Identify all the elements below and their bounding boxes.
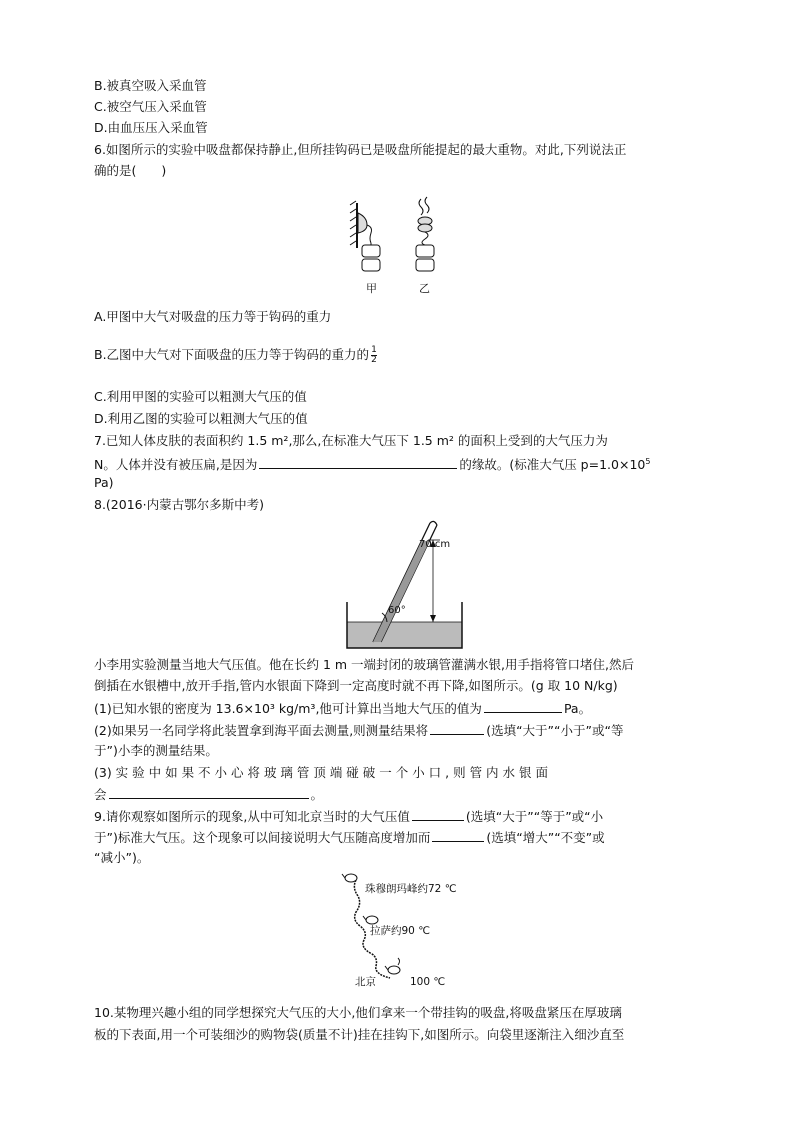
q6-stem-line1: 6.如图所示的实验中吸盘都保持静止,但所挂钩码已是吸盘所能提起的最大重物。对此,下列说法正 (94, 142, 627, 157)
q7-exponent: 5 (645, 457, 651, 466)
q8-sub1-answer-blank[interactable] (484, 699, 562, 713)
q8-sub3-line2 (94, 785, 323, 804)
q7-line2-text-a: N。人体并没有被压扁,是因为 (94, 457, 258, 473)
q8-stem-line1: 小李用实验测量当地大气压值。他在长约 1 m 一端封闭的玻璃管灌满水银,用手指将管口堵住,然后 (94, 657, 634, 672)
q8-sub1-text-b: Pa。 (563, 701, 592, 716)
q8-stem-line2: 倒插在水银槽中,放开手指,管内水银面下降到一定高度时就不再下降,如图所示。(g 取 10 N/kg) (94, 678, 618, 693)
q9-figure-label-lhasa: 拉萨约90 ℃ (370, 925, 430, 937)
q9-line1 (94, 807, 603, 826)
q6-option-b-text: B.乙图中大气对下面吸盘的压力等于钩码的重力的 (94, 347, 370, 362)
q8-sub2 (94, 721, 623, 740)
q9-line1-text-b: (选填“大于”“等于”或“小 (465, 809, 604, 824)
q9-answer-blank-1[interactable] (412, 807, 464, 821)
q8-sub2-text-a: (2)如果另一名同学将此装置拿到海平面去测量,则测量结果将 (94, 723, 429, 738)
kettle-icon (342, 874, 357, 882)
q8-sub3-text-a: 会 (94, 787, 107, 802)
q8-sub1-text-a: (1)已知水银的密度为 13.6×10³ kg/m³,他可计算出当地大气压的值为 (94, 701, 482, 716)
q8-sub1 (94, 699, 591, 718)
q7-line2-text-b: 的缘故。(标准大气压 p=1.0×10 (459, 457, 646, 473)
q6-option-d: D.利用乙图的实验可以粗测大气压的值 (94, 411, 308, 426)
q6-figure-label-yi: 乙 (419, 282, 430, 295)
q6-stem-line2: 确的是( ) (94, 163, 167, 178)
q6-option-c: C.利用甲图的实验可以粗测大气压的值 (94, 389, 307, 404)
q9-line1-text-a: 9.请你观察如图所示的现象,从中可知北京当时的大气压值 (94, 809, 410, 824)
q8-sub2-answer-blank[interactable] (430, 721, 484, 735)
q6-option-b (94, 346, 377, 365)
q7-line2 (94, 453, 650, 474)
q9-answer-blank-2[interactable] (432, 828, 484, 842)
q8-sub3-line1: (3) 实 验 中 如 果 不 小 心 将 玻 璃 管 顶 端 碰 破 一 个 小 口 , 则 管 内 水 银 面 (94, 765, 548, 780)
q10-line2: 板的下表面,用一个可装细沙的购物袋(质量不计)挂在挂钩下,如图所示。向袋里逐渐注入细沙直至 (94, 1027, 625, 1042)
q8-sub2-text-b: (选填“大于”“小于”或“等 (486, 723, 624, 738)
q9-line2-text-a: 于”)标准大气压。这个现象可以间接说明大气压随高度增加而 (94, 830, 431, 845)
q6-figure-suction-cups (345, 193, 455, 298)
q7-line1: 7.已知人体皮肤的表面积约 1.5 m²,那么,在标准大气压下 1.5 m² 的面积上受到的大气压力为 (94, 433, 608, 448)
q8-figure-angle-label: 60° (388, 605, 406, 616)
q8-source: 8.(2016·内蒙古鄂尔多斯中考) (94, 497, 264, 512)
q5-option-d: D.由血压压入采血管 (94, 120, 208, 135)
q6-figure-label-jia: 甲 (366, 282, 377, 295)
q5-option-b: B.被真空吸入采血管 (94, 78, 207, 93)
fraction-numerator: 1 (371, 345, 377, 355)
q9-figure-label-everest: 珠穆朗玛峰约72 ℃ (365, 883, 457, 895)
q8-figure-height-label: 70 cm (419, 539, 451, 550)
q8-sub2-line2: 于”)小李的测量结果。 (94, 743, 218, 758)
q7-line3: Pa) (94, 475, 114, 490)
q9-figure-label-beijing: 北京 (355, 976, 376, 988)
q9-line2 (94, 828, 605, 847)
q9-line2-text-b: (选填“增大”“不变”或 (486, 830, 605, 845)
q8-sub3-answer-blank[interactable] (109, 785, 309, 799)
one-half-fraction (371, 346, 377, 365)
fraction-denominator: 2 (371, 355, 377, 365)
q10-line1: 10.某物理兴趣小组的同学想探究大气压的大小,他们拿来一个带挂钩的吸盘,将吸盘紧压在厚玻璃 (94, 1005, 622, 1020)
q8-sub3-text-b: 。 (310, 787, 324, 802)
q7-answer-blank[interactable] (259, 455, 457, 469)
q8-figure-mercury-tube (340, 516, 490, 651)
q9-figure-label-100: 100 ℃ (410, 976, 446, 988)
q9-line3: “减小”)。 (94, 850, 150, 865)
q5-option-c: C.被空气压入采血管 (94, 99, 207, 114)
q6-option-a: A.甲图中大气对吸盘的压力等于钩码的重力 (94, 309, 332, 324)
